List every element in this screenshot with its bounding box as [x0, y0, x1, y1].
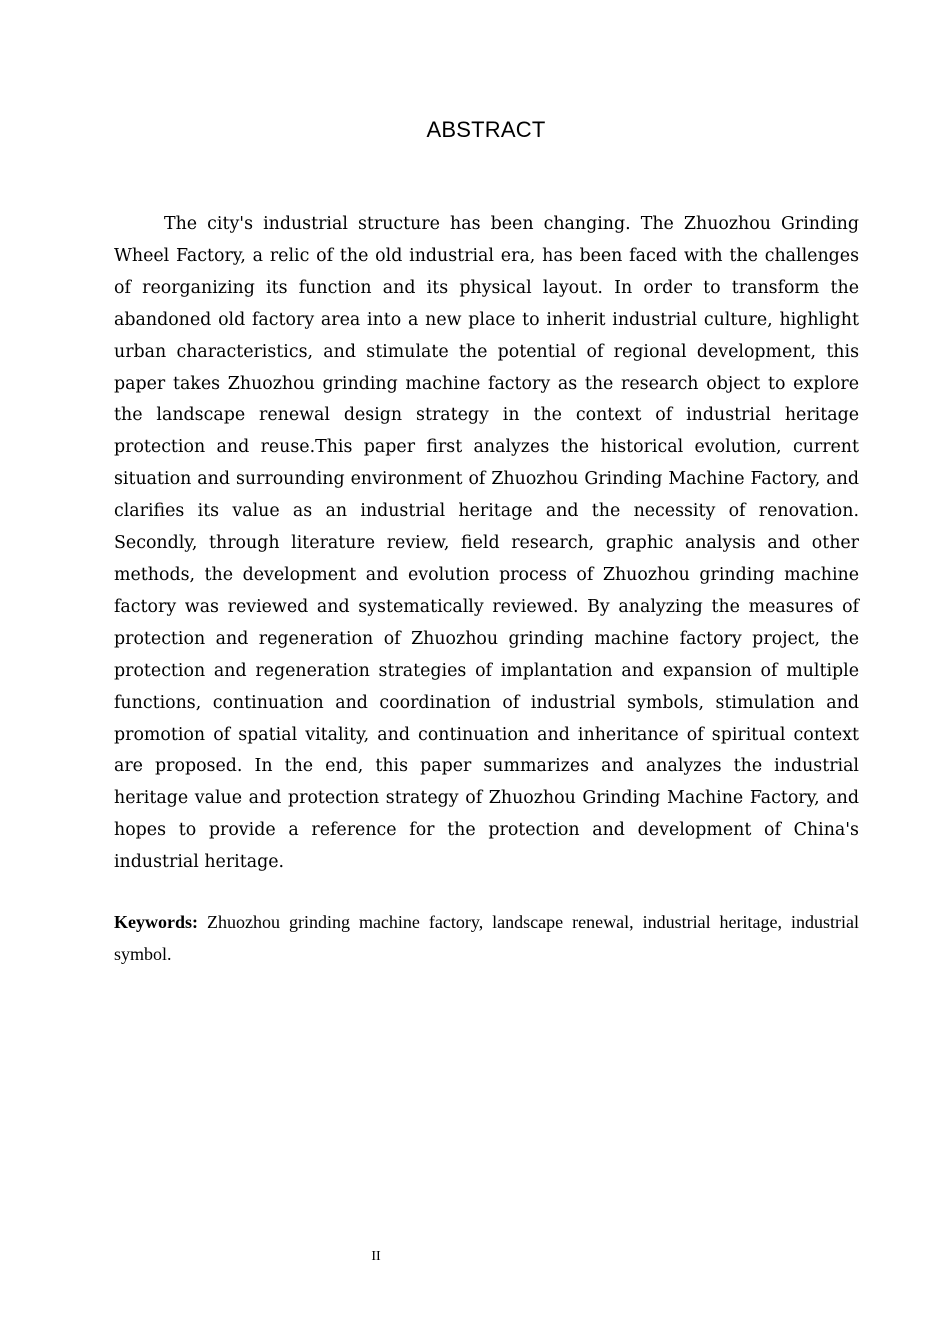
keywords-label: Keywords:	[114, 912, 198, 932]
keywords-paragraph	[114, 906, 859, 970]
page-number: II	[371, 1249, 381, 1264]
abstract-paragraph: The city's industrial structure has been changing. The Zhuozhou Grinding Wheel Factory, a relic of the old industrial era, has been faced with the challenges of reorganizing its function and its physical layout. In order to transform the abandoned old factory area into a new place to inherit industrial culture, highlight urban characteristics, and stimulate the potential of regional development, this paper takes Zhuozhou grinding machine factory as the research object to explore the landscape renewal design strategy in the context of industrial heritage protection and reuse.This paper first analyzes the historical evolution, current situation and surrounding environment of Zhuozhou Grinding Machine Factory, and clarifies its value as an industrial heritage and the necessity of renovation. Secondly, through literature review, field research, graphic analysis and other methods, the development and evolution process of Zhuozhou grinding machine factory was reviewed and systematically reviewed. By analyzing the measures of protection and regeneration of Zhuozhou grinding machine factory project, the protection and regeneration strategies of implantation and expansion of multiple functions, continuation and coordination of industrial symbols, stimulation and promotion of spatial vitality, and continuation and inheritance of spiritual context are proposed. In the end, this paper summarizes and analyzes the industrial heritage value and protection strategy of Zhuozhou Grinding Machine Factory, and hopes to provide a reference for the protection and development of China's industrial heritage.	[114, 214, 859, 873]
abstract-title: ABSTRACT	[426, 117, 546, 142]
keywords-text: Zhuozhou grinding machine factory, landscape renewal, industrial heritage, industrial symbol.	[114, 912, 859, 964]
